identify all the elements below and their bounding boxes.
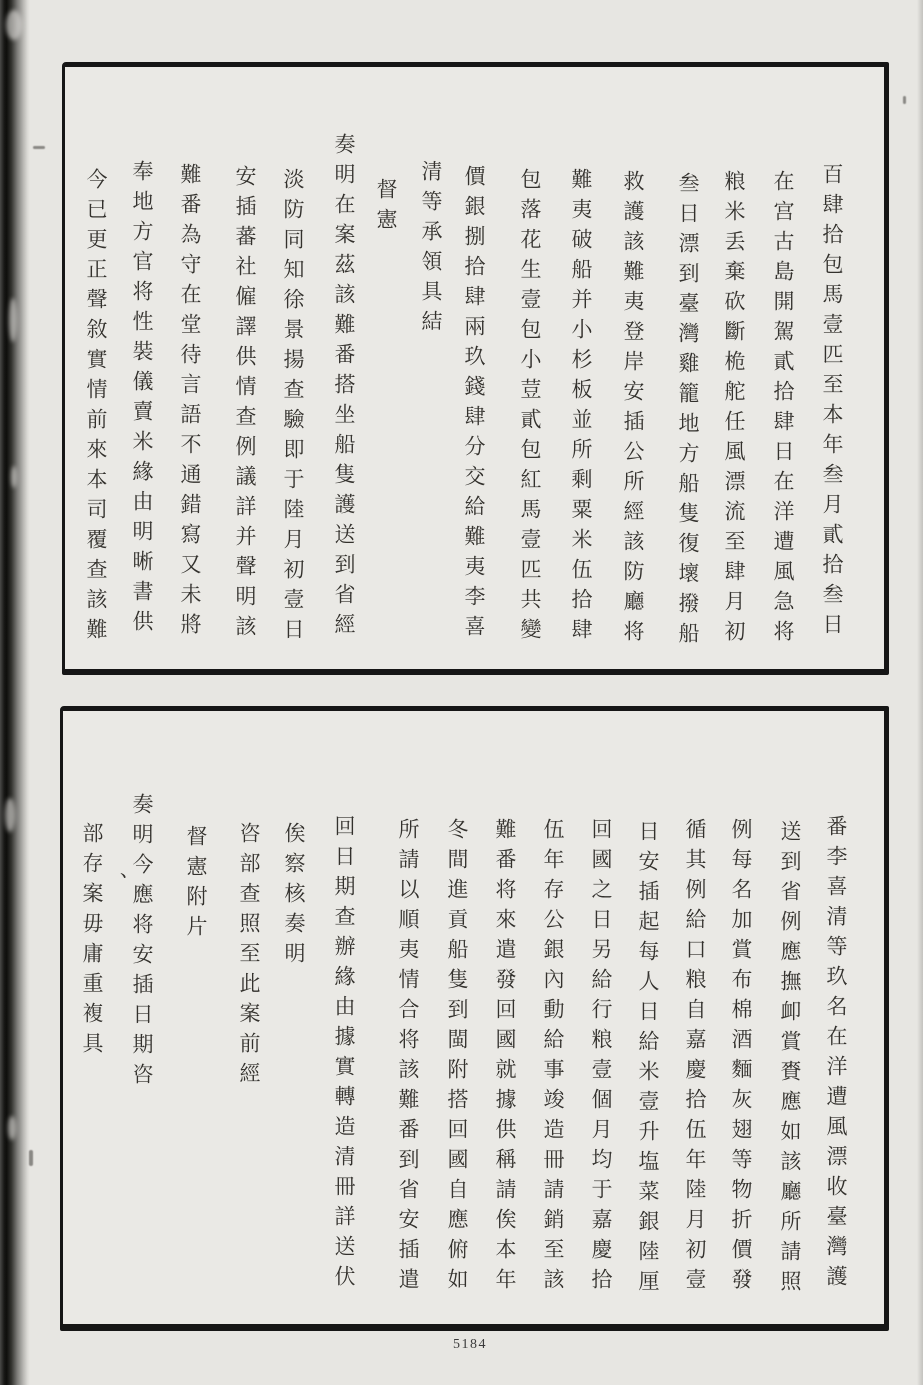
binding-speck xyxy=(9,298,17,342)
upper-text-column: 救護該難夷登岸安插公所經該防廳将 xyxy=(621,170,645,650)
lower-text-column: 咨部查照至此案前經 xyxy=(237,822,261,1092)
upper-text-column: 奉地方官将性裝儀賣米緣由明晰書供 xyxy=(130,160,154,640)
scan-blemish xyxy=(903,96,906,104)
lower-text-column: 番李喜清等玖名在洋遭風漂收臺灣護 xyxy=(824,815,848,1295)
binding-speck xyxy=(5,798,15,832)
upper-text-column: 清等承領具結 xyxy=(419,160,443,340)
upper-text-column: 今已更正聲敘實情前來本司覆查該難 xyxy=(84,168,108,648)
lower-text-column: 難番将來遣發回國就據供稱請俟本年 xyxy=(493,818,517,1298)
upper-text-column: 安插蕃社僱譯供情查例議詳并聲明該 xyxy=(233,165,257,645)
lower-text-column: 伍年存公銀內動給事竣造冊請銷至該 xyxy=(541,818,565,1298)
lower-text-column: 俟察核奏明 xyxy=(282,822,306,972)
upper-text-column: 叁日漂到臺灣雞籠地方船隻復壞撥船 xyxy=(676,172,700,652)
scan-blemish xyxy=(33,146,45,149)
binding-speck xyxy=(11,466,17,488)
lower-text-column: 督憲附片 xyxy=(184,825,208,945)
upper-text-column: 難番為守在堂待言語不通錯寫又未將 xyxy=(178,163,202,643)
upper-text-column: 督憲 xyxy=(374,178,398,238)
lower-text-column: 所請以順夷情合将該難番到省安插遣 xyxy=(396,818,420,1298)
lower-text-column: 奏明今應将安插日期咨 xyxy=(130,793,154,1093)
upper-text-column: 百肆拾包馬壹匹至本年叁月貳拾叁日 xyxy=(820,163,844,643)
upper-text-column: 粮米丢棄砍斷桅舵任風漂流至肆月初 xyxy=(722,170,746,650)
upper-text-column: 難夷破船并小杉板並所剩粟米伍拾肆 xyxy=(569,168,593,648)
upper-text-column: 奏明在案茲該難番搭坐船隻護送到省經 xyxy=(332,133,356,643)
lower-text-column: 回日期查辦緣由據實轉造清冊詳送伏 xyxy=(332,815,356,1295)
binding-speck xyxy=(6,10,22,40)
upper-text-column: 在宫古島開駕貳拾肆日在洋遭風急将 xyxy=(771,170,795,650)
page-number: 5184 xyxy=(453,1337,487,1352)
upper-text-column: 價銀捌拾肆兩玖錢肆分交給難夷李喜 xyxy=(462,165,486,645)
upper-text-column: 包落花生壹包小荳貳包紅馬壹匹共變 xyxy=(518,168,542,648)
upper-text-column: 淡防同知徐景揚查驗即于陸月初壹日 xyxy=(281,168,305,648)
binding-speck xyxy=(8,1116,16,1140)
lower-text-column: 回國之日另給行粮壹個月均于嘉慶拾 xyxy=(589,818,613,1298)
lower-text-column: 例每名加賞布棉酒麵灰翅等物折價發 xyxy=(729,818,753,1298)
lower-text-column: 日安插起每人日給米壹升塩菜銀陸厘 xyxy=(636,820,660,1300)
lower-text-column: 、 xyxy=(104,872,128,902)
lower-text-column: 冬間進貢船隻到閩附搭回國自應俯如 xyxy=(445,818,469,1298)
lower-text-column: 部存案毋庸重複具 xyxy=(80,822,104,1062)
lower-text-column: 循其例給口粮自嘉慶拾伍年陸月初壹 xyxy=(683,818,707,1298)
scan-blemish xyxy=(29,1150,33,1166)
lower-text-column: 送到省例應撫卹賞賚應如該廳所請照 xyxy=(778,820,802,1300)
